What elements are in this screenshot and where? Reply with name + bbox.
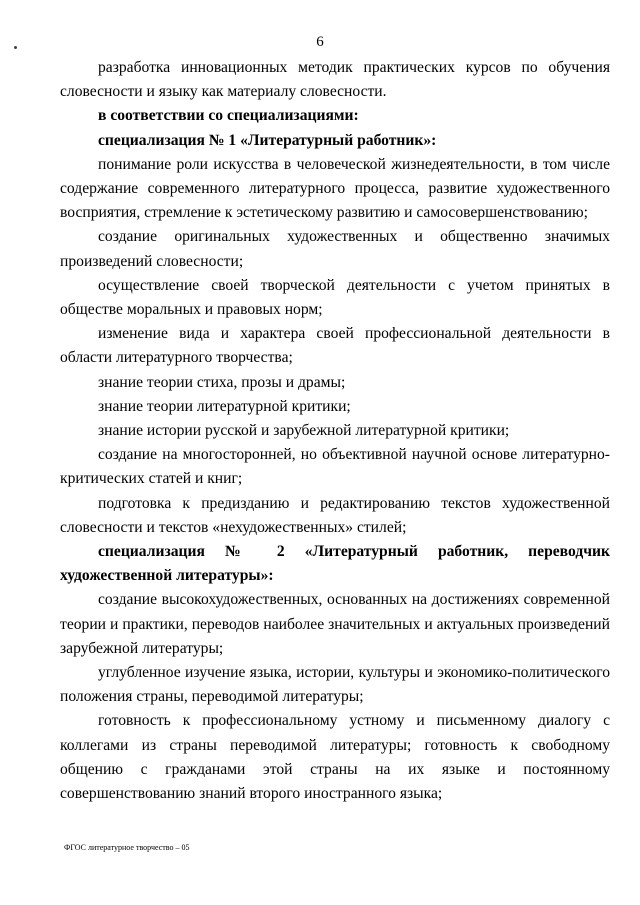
paragraph-1: разработка инновационных методик практических курсов по обучения словесности и языку как материалу словесности. — [60, 59, 610, 101]
paragraph-criticism-theory: знание теории литературной критики; — [98, 397, 351, 415]
paragraph-activity-change: изменение вида и характера своей профессиональной деятельности в области литературного творчества; — [60, 325, 610, 367]
paragraph-translations: создание высокохудожественных, основанных на достижениях современной теории и практики, переводов наиболее значительных и актуальных произведений зарубежной литературы; — [60, 591, 610, 657]
heading-specialization-2: специализация № 2 «Литературный работник, переводчик художественной литературы»: — [60, 543, 610, 585]
paragraph-dialogue: готовность к профессиональному устному и письменному диалогу с коллегами из страны переводимой литературы; готовность к свободному общению с гражданами этой страны на их языке и постоянному совершенствованию знаний второго иностранного языка; — [60, 712, 610, 803]
paragraph-country-study: углубленное изучение языка, истории, культуры и экономико-политического положения страны, переводимой литературы; — [60, 664, 610, 706]
paragraph-editing: подготовка к предизданию и редактированию текстов художественной словесности и текстов «нехудожественных» стилей; — [60, 494, 610, 536]
heading-specializations: в соответствии со специализациями: — [98, 107, 359, 125]
paragraph-criticism-history: знание истории русской и зарубежной литературной критики; — [98, 422, 510, 440]
paragraph-norms: осуществление своей творческой деятельности с учетом принятых в обществе моральных и правовых норм; — [60, 276, 610, 319]
footer-doc-id: ФГОС литературное творчество – 05 — [64, 843, 190, 852]
page-number: 6 — [316, 34, 324, 50]
paragraph-verse-theory: знание теории стиха, прозы и драмы; — [98, 373, 346, 391]
paragraph-critical-articles: создание на многосторонней, но объективной научной основе литературно-критических статей и книг; — [60, 446, 610, 488]
document-body — [60, 56, 610, 806]
paragraph-art-role: понимание роли искусства в человеческой жизнедеятельности, в том числе содержание современного литературного процесса, развитие художественного восприятия, стремление к эстетическому развитию и самосовершенствованию; — [60, 155, 610, 222]
scan-artifact-dot — [14, 46, 17, 49]
paragraph-original-works: создание оригинальных художественных и общественно значимых произведений словесности; — [60, 228, 610, 270]
heading-specialization-1: специализация № 1 «Литературный работник»: — [98, 131, 437, 149]
